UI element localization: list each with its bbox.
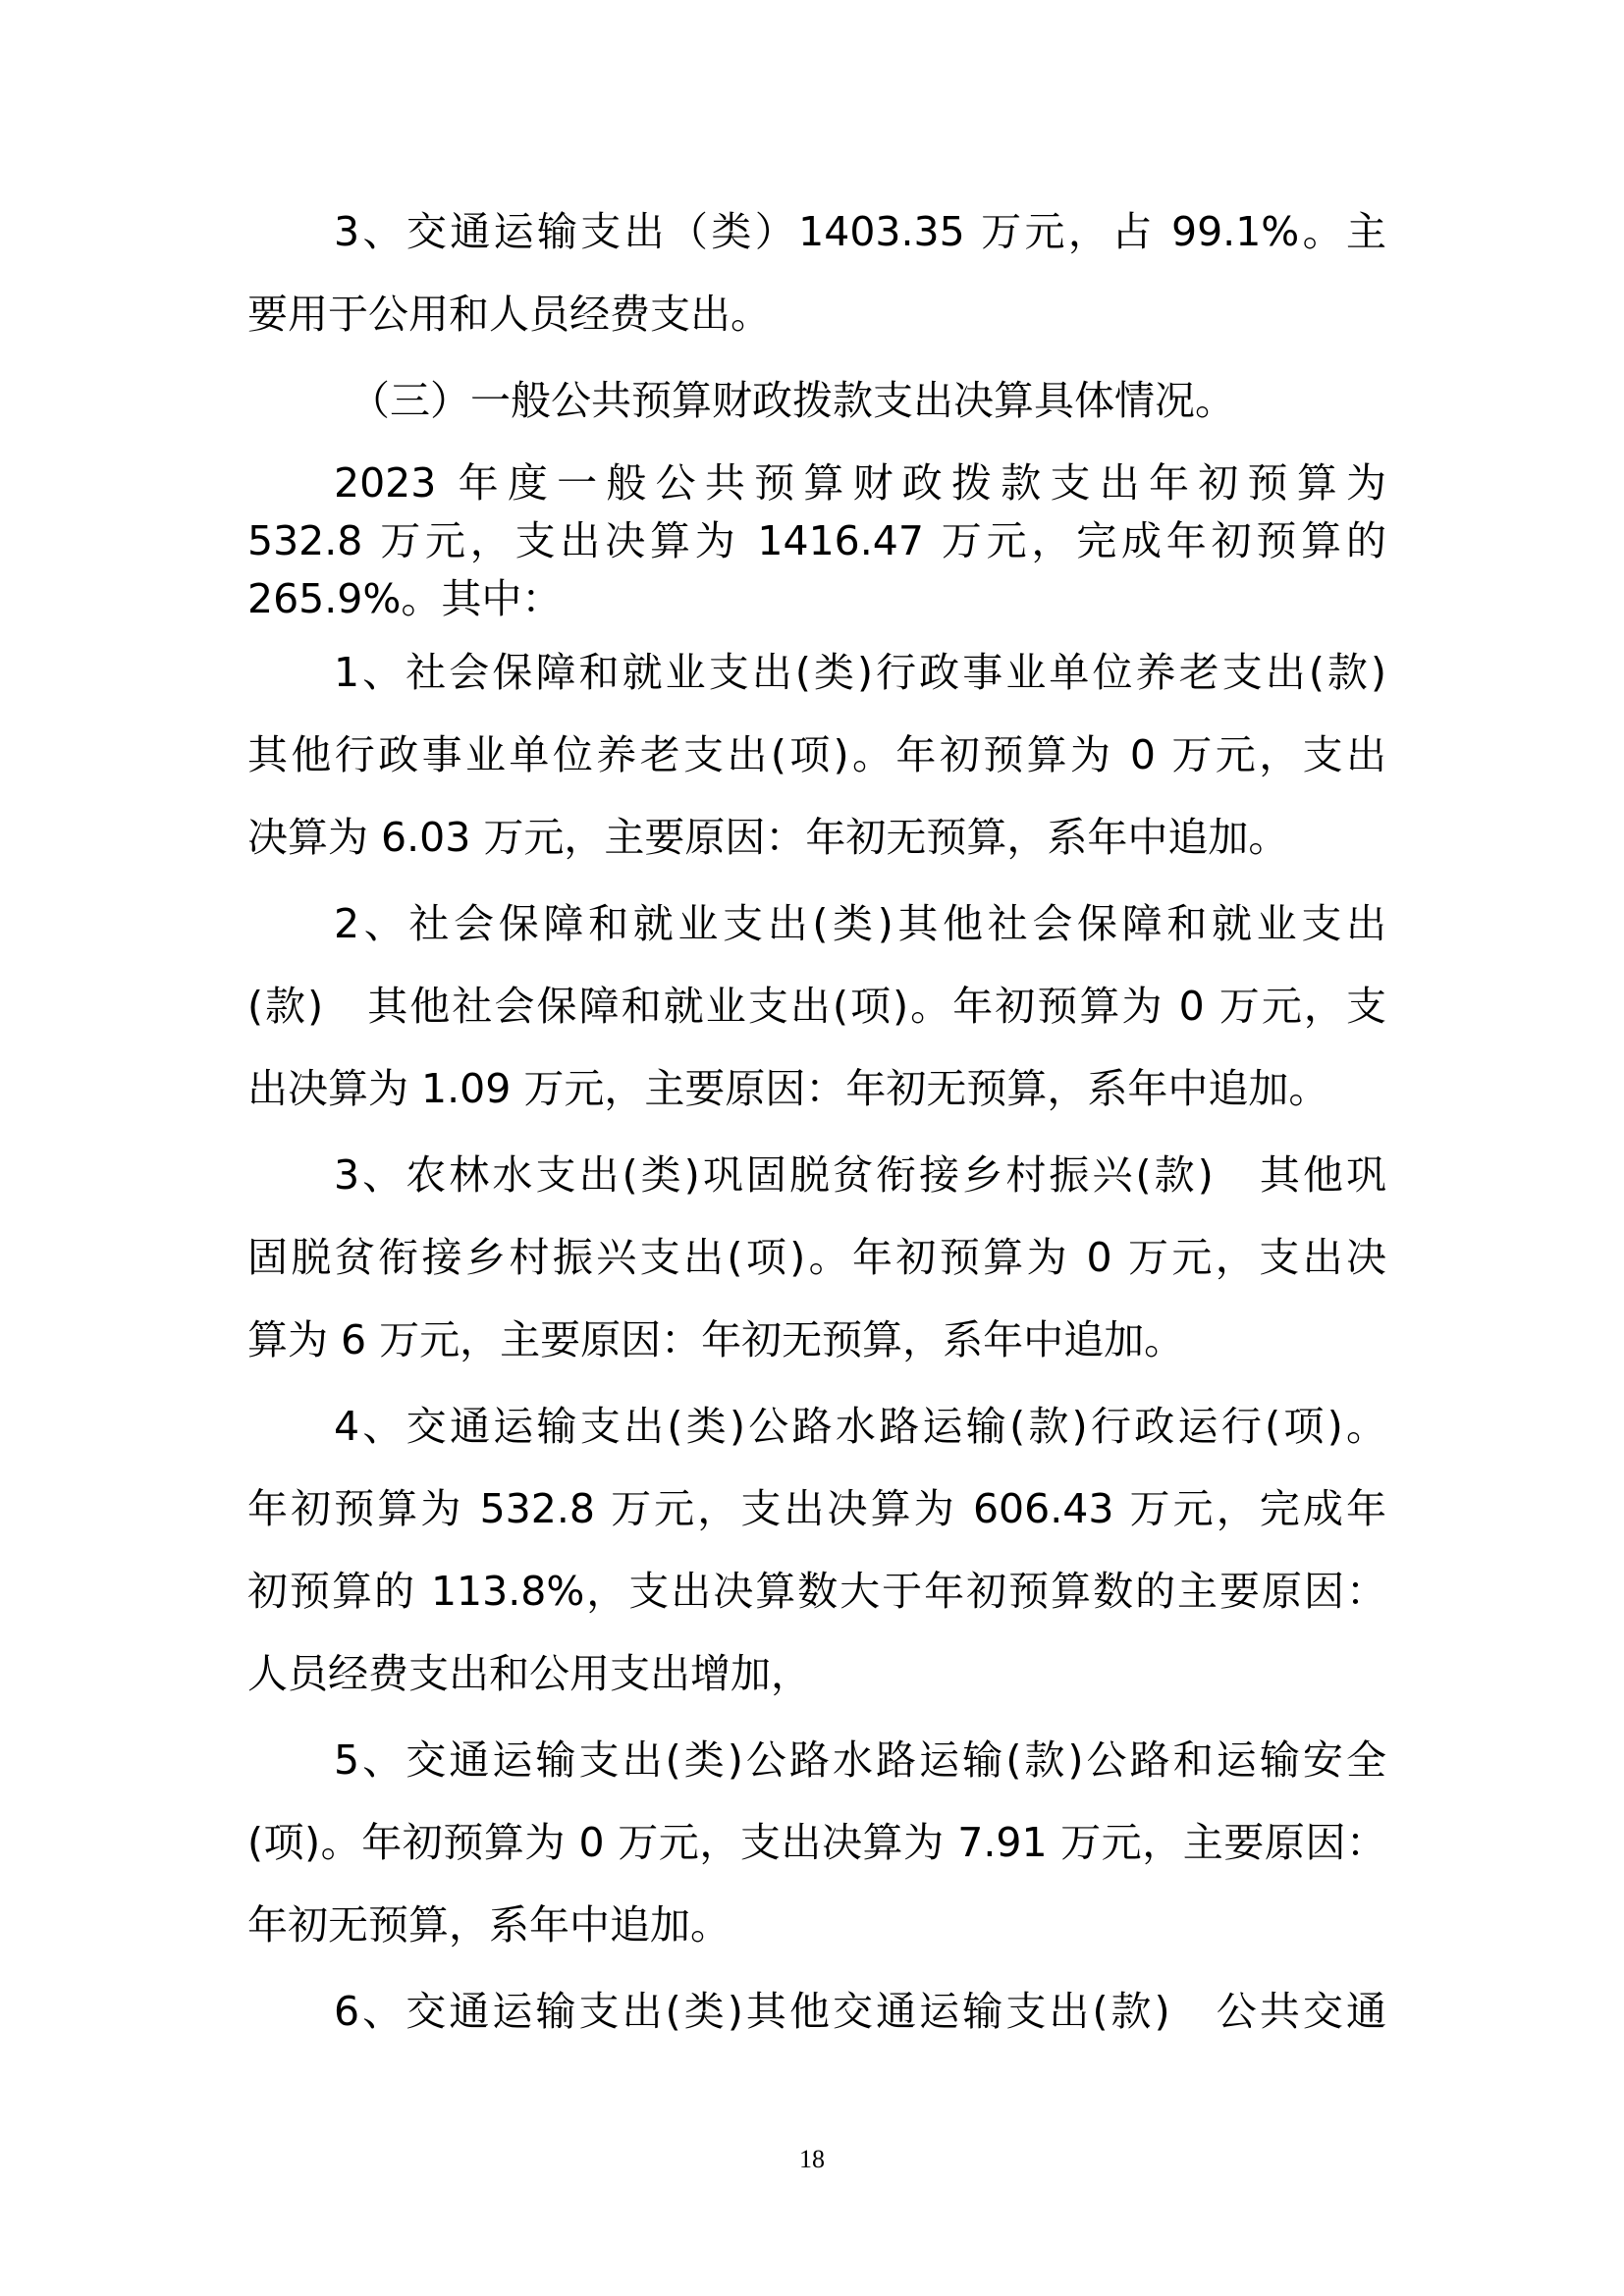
text-line: 3、农林水支出(类)巩固脱贫衔接乡村振兴(款) 其他巩 — [334, 1151, 1386, 1199]
text-line: 决算为 6.03 万元，主要原因：年初无预算，系年中追加。 — [247, 814, 1289, 861]
section-heading: （三）一般公共预算财政拨款支出决算具体情况。 — [350, 377, 1235, 424]
text-line: 年初预算为 532.8 万元，支出决算为 606.43 万元，完成年 — [247, 1485, 1386, 1532]
text-line: 2023 年度一般公共预算财政拨款支出年初预算为 — [334, 459, 1386, 507]
text-line: (项)。年初预算为 0 万元，支出决算为 7.91 万元，主要原因： — [247, 1819, 1386, 1866]
text-line: 要用于公用和人员经费支出。 — [247, 291, 771, 338]
text-line: (款) 其他社会保障和就业支出(项)。年初预算为 0 万元，支 — [247, 983, 1386, 1030]
text-line: 4、交通运输支出(类)公路水路运输(款)行政运行(项)。 — [334, 1403, 1386, 1450]
text-line: 算为 6 万元，主要原因：年初无预算，系年中追加。 — [247, 1316, 1185, 1363]
text-line: 2、社会保障和就业支出(类)其他社会保障和就业支出 — [334, 900, 1386, 947]
text-line: 年初无预算，系年中追加。 — [247, 1901, 731, 1949]
text-line: 人员经费支出和公用支出增加， — [247, 1650, 811, 1697]
text-line: 265.9%。其中： — [247, 575, 563, 622]
text-line: 其他行政事业单位养老支出(项)。年初预算为 0 万元，支出 — [247, 731, 1386, 778]
text-line: 初预算的 113.8%，支出决算数大于年初预算数的主要原因： — [247, 1568, 1386, 1615]
text-line: 5、交通运输支出(类)公路水路运输(款)公路和运输安全 — [334, 1736, 1386, 1784]
text-line: 3、交通运输支出（类）1403.35 万元，占 99.1%。主 — [334, 208, 1386, 255]
page-number: 18 — [799, 2145, 825, 2173]
text-line: 固脱贫衔接乡村振兴支出(项)。年初预算为 0 万元，支出决 — [247, 1234, 1386, 1281]
text-line: 1、社会保障和就业支出(类)行政事业单位养老支出(款) — [334, 649, 1386, 696]
text-line: 532.8 万元，支出决算为 1416.47 万元，完成年初预算的 — [247, 517, 1386, 564]
text-line: 出决算为 1.09 万元，主要原因：年初无预算，系年中追加。 — [247, 1065, 1329, 1112]
text-line: 6、交通运输支出(类)其他交通运输支出(款) 公共交通 — [334, 1988, 1386, 2035]
